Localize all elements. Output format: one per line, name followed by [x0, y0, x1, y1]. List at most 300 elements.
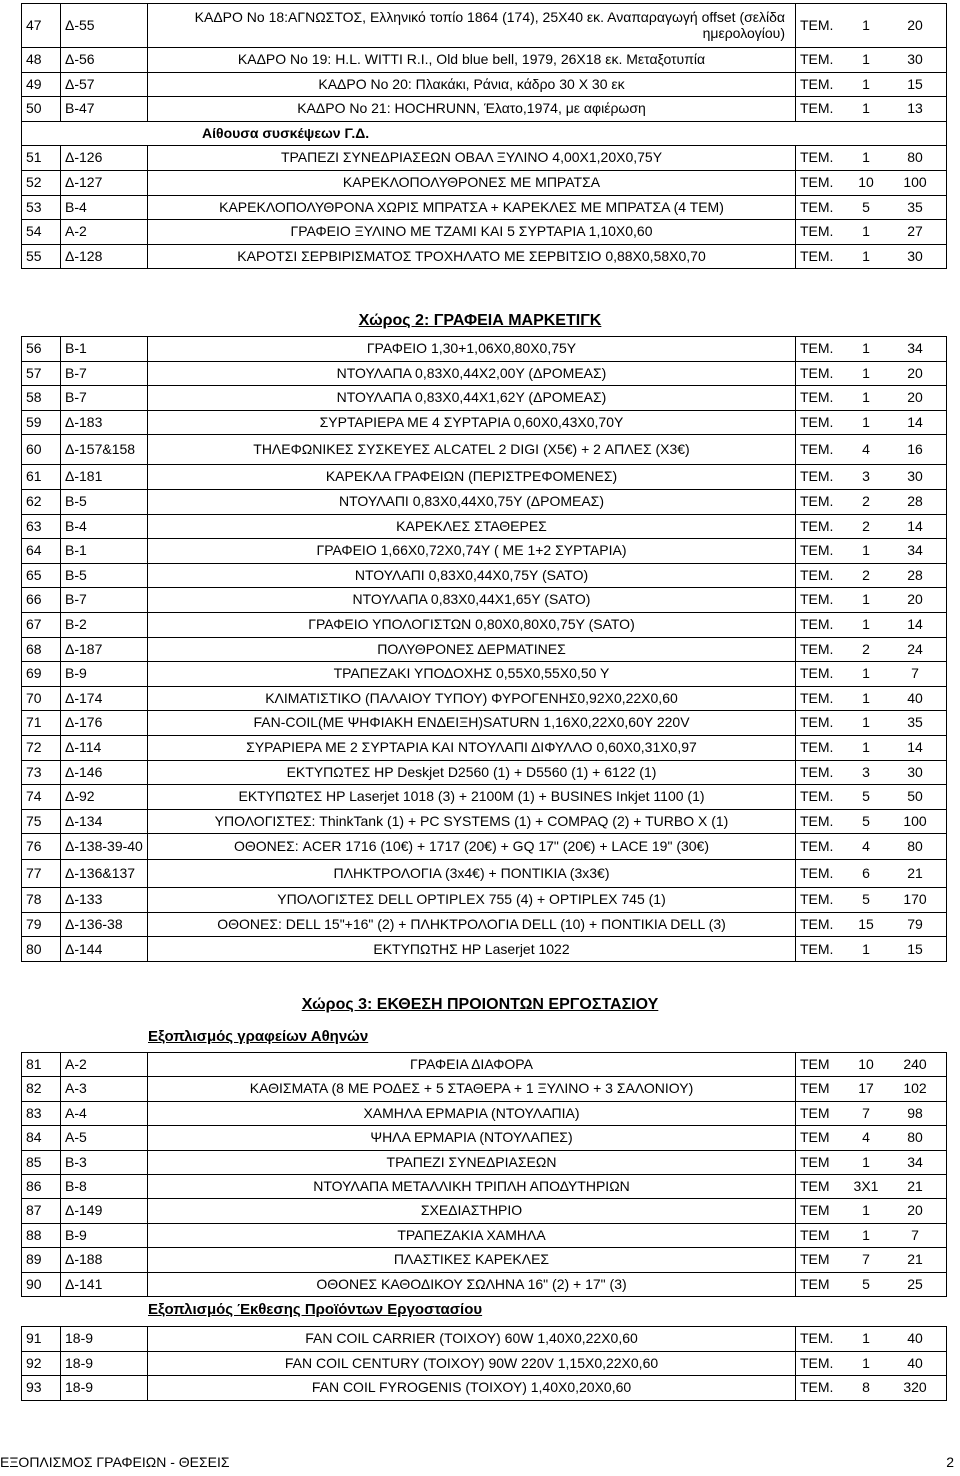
item-number: 80	[22, 937, 61, 962]
table-row	[22, 686, 947, 711]
table-row	[22, 662, 947, 687]
item-value: 14	[884, 410, 947, 435]
item-unit: ΤΕΜ.	[796, 220, 849, 245]
item-unit: ΤΕΜ.	[796, 4, 849, 48]
table-row	[22, 588, 947, 613]
item-quantity: 3	[848, 760, 884, 785]
item-value: 28	[884, 563, 947, 588]
table-row	[22, 735, 947, 760]
item-code: Β-8	[61, 1174, 148, 1198]
item-description: ΣΧΕΔΙΑΣΤΗΡΙΟ	[148, 1199, 796, 1223]
item-number: 77	[22, 860, 61, 888]
table-row	[22, 97, 947, 122]
section-3-title: Χώρος 3: ΕΚΘΕΣΗ ΠΡΟΙΟΝΤΩΝ ΕΡΓΟΣΤΑΣΙΟΥ	[301, 996, 659, 1013]
item-number: 87	[22, 1199, 61, 1223]
item-value: 30	[884, 465, 947, 490]
item-number: 81	[22, 1053, 61, 1077]
item-value: 79	[884, 912, 947, 937]
item-code: Β-5	[61, 489, 148, 514]
item-number: 58	[22, 386, 61, 411]
item-unit: ΤΕΜ.	[796, 937, 849, 962]
item-unit: ΤΕΜ.	[796, 809, 849, 834]
item-code: 18-9	[61, 1327, 148, 1352]
table-row	[22, 146, 947, 171]
item-quantity: 1	[848, 686, 884, 711]
table-row	[22, 121, 947, 146]
item-description: ΝΤΟΥΛΑΠΑ 0,83Χ0,44Χ2,00Υ (ΔΡΟΜΕΑΣ)	[148, 361, 796, 386]
item-description: ΚΑΡΟΤΣΙ ΣΕΡΒΙΡΙΣΜΑΤΟΣ ΤΡΟΧΗΛΑΤΟ ΜΕ ΣΕΡΒΙΤΣΙΟ 0,88Χ0,58Χ0,70	[148, 244, 796, 269]
item-code: Δ-134	[61, 809, 148, 834]
item-code: Β-1	[61, 539, 148, 564]
item-quantity: 1	[848, 97, 884, 122]
item-quantity: 7	[848, 1101, 884, 1125]
table-row	[22, 361, 947, 386]
item-code: Δ-126	[61, 146, 148, 171]
item-description: ΤΗΛΕΦΩΝΙΚΕΣ ΣΥΣΚΕΥΕΣ ALCATEL 2 DIGI (Χ5€) + 2 ΑΠΛΕΣ (Χ3€)	[148, 435, 796, 465]
item-value: 15	[884, 72, 947, 97]
table-row	[22, 1248, 947, 1272]
item-unit: ΤΕΜ	[796, 1077, 849, 1101]
table-row	[22, 386, 947, 411]
item-value: 20	[884, 386, 947, 411]
item-code: Α-4	[61, 1101, 148, 1125]
table-row	[22, 1053, 947, 1077]
item-quantity: 1	[848, 662, 884, 687]
item-unit: ΤΕΜ	[796, 1248, 849, 1272]
item-code: Δ-146	[61, 760, 148, 785]
item-code: Δ-157&158	[61, 435, 148, 465]
item-description: ΚΛΙΜΑΤΙΣΤΙΚΟ (ΠΑΛΑΙΟΥ ΤΥΠΟΥ) ΦΥΡΟΓΕΝΗΣ0,92Χ0,22Χ0,60	[148, 686, 796, 711]
item-value: 28	[884, 489, 947, 514]
footer-left: ΕΞΟΠΛΙΣΜΟΣ ΓΡΑΦΕΙΩΝ - ΘΕΣΕΙΣ	[0, 1454, 230, 1470]
table-row	[22, 612, 947, 637]
item-value: 320	[884, 1376, 947, 1401]
item-value: 80	[884, 834, 947, 860]
item-description: ΠΛΑΣΤΙΚΕΣ ΚΑΡΕΚΛΕΣ	[148, 1248, 796, 1272]
item-description: ΕΚΤΥΠΩΤΕΣ HP Laserjet 1018 (3) + 2100M (1) + BUSINES Inkjet 1100 (1)	[148, 785, 796, 810]
item-value: 21	[884, 1248, 947, 1272]
item-number: 61	[22, 465, 61, 490]
table-row	[22, 410, 947, 435]
item-quantity: 2	[848, 514, 884, 539]
item-code: Δ-133	[61, 888, 148, 913]
item-number: 85	[22, 1150, 61, 1174]
table-row	[22, 1376, 947, 1401]
item-unit: ΤΕΜ.	[796, 489, 849, 514]
item-number: 53	[22, 195, 61, 220]
item-number: 64	[22, 539, 61, 564]
item-code: Α-2	[61, 220, 148, 245]
item-code: Β-3	[61, 1150, 148, 1174]
item-quantity: 1	[848, 48, 884, 73]
item-unit: ΤΕΜ.	[796, 170, 849, 195]
item-quantity: 3	[848, 465, 884, 490]
item-number: 49	[22, 72, 61, 97]
item-code: Β-47	[61, 97, 148, 122]
item-number: 82	[22, 1077, 61, 1101]
item-unit: ΤΕΜ.	[796, 48, 849, 73]
item-value: 170	[884, 888, 947, 913]
table-row	[22, 489, 947, 514]
item-value: 80	[884, 146, 947, 171]
item-unit: ΤΕΜ.	[796, 72, 849, 97]
item-value: 98	[884, 1101, 947, 1125]
item-description: ΣΥΡΤΑΡΙΕΡΑ ΜΕ 4 ΣΥΡΤΑΡΙΑ 0,60Χ0,43Χ0,70Υ	[148, 410, 796, 435]
item-quantity: 1	[848, 361, 884, 386]
item-code: Α-5	[61, 1126, 148, 1150]
item-unit: ΤΕΜ.	[796, 386, 849, 411]
item-unit: ΤΕΜ.	[796, 563, 849, 588]
item-quantity: 1	[848, 1223, 884, 1247]
item-value: 35	[884, 195, 947, 220]
item-description: ΠΛΗΚΤΡΟΛΟΓΙΑ (3x4€) + ΠΟΝΤΙΚΙΑ (3x3€)	[148, 860, 796, 888]
item-quantity: 1	[848, 220, 884, 245]
item-number: 47	[22, 4, 61, 48]
item-quantity: 6	[848, 860, 884, 888]
item-value: 102	[884, 1077, 947, 1101]
item-description: ΚΑΔΡΟ Νο 18:ΑΓΝΩΣΤΟΣ, Ελληνικό τοπίο 1864 (174), 25Χ40 εκ. Αναπαραγωγή offset (σελίδα ημερολογίου)	[148, 4, 796, 48]
item-unit: ΤΕΜ.	[796, 612, 849, 637]
item-unit: ΤΕΜ	[796, 1053, 849, 1077]
item-description: ΤΡΑΠΕΖΙ ΣΥΝΕΔΡΙΑΣΕΩΝ ΟΒΑΛ ΞΥΛΙΝΟ 4,00Χ1,20Χ0,75Υ	[148, 146, 796, 171]
item-quantity: 4	[848, 1126, 884, 1150]
item-value: 30	[884, 760, 947, 785]
item-number: 54	[22, 220, 61, 245]
item-description: ΟΘΟΝΕΣ: DELL 15"+16" (2) + ΠΛΗΚΤΡΟΛΟΓΙΑ DELL (10) + ΠΟΝΤΙΚΙΑ DELL (3)	[148, 912, 796, 937]
item-quantity: 4	[848, 435, 884, 465]
table-row	[22, 860, 947, 888]
item-unit: ΤΕΜ.	[796, 337, 849, 362]
item-number: 65	[22, 563, 61, 588]
item-value: 40	[884, 1327, 947, 1352]
item-number: 55	[22, 244, 61, 269]
item-number: 75	[22, 809, 61, 834]
item-description: FAN COIL FYROGENIS (ΤΟΙΧΟΥ) 1,40Χ0,20Χ0,60	[148, 1376, 796, 1401]
item-description: ΨΗΛΑ ΕΡΜΑΡΙΑ (ΝΤΟΥΛΑΠΕΣ)	[148, 1126, 796, 1150]
item-value: 20	[884, 1199, 947, 1223]
item-code: Β-7	[61, 386, 148, 411]
item-code: Δ-174	[61, 686, 148, 711]
item-code: Δ-92	[61, 785, 148, 810]
item-number: 67	[22, 612, 61, 637]
item-quantity: 1	[848, 1351, 884, 1376]
item-quantity: 1	[848, 1199, 884, 1223]
item-description: ΓΡΑΦΕΙΟ 1,66Χ0,72Χ0,74Υ ( ΜΕ 1+2 ΣΥΡΤΑΡΙΑ)	[148, 539, 796, 564]
item-number: 73	[22, 760, 61, 785]
item-number: 79	[22, 912, 61, 937]
item-unit: ΤΕΜ.	[796, 195, 849, 220]
table-row	[22, 1327, 947, 1352]
item-number: 72	[22, 735, 61, 760]
inventory-table-3	[21, 1052, 947, 1297]
item-description: ΚΑΘΙΣΜΑΤΑ (8 ΜΕ ΡΟΔΕΣ + 5 ΣΤΑΘΕΡΑ + 1 ΞΥΛΙΝΟ + 3 ΣΑΛΟΝΙΟΥ)	[148, 1077, 796, 1101]
table-row	[22, 1150, 947, 1174]
item-description: ΚΑΔΡΟ Νο 19: H.L. WITTI R.I., Old blue bell, 1979, 26Χ18 εκ. Μεταξοτυπία	[148, 48, 796, 73]
table-row	[22, 220, 947, 245]
table-row	[22, 195, 947, 220]
item-code: Δ-127	[61, 170, 148, 195]
item-unit: ΤΕΜ	[796, 1150, 849, 1174]
table-row	[22, 337, 947, 362]
table-row	[22, 435, 947, 465]
item-quantity: 5	[848, 809, 884, 834]
table-row	[22, 937, 947, 962]
item-unit: ΤΕΜ.	[796, 785, 849, 810]
item-number: 78	[22, 888, 61, 913]
item-number: 57	[22, 361, 61, 386]
table-row	[22, 1223, 947, 1247]
item-value: 35	[884, 711, 947, 736]
item-code: Β-9	[61, 1223, 148, 1247]
item-code: Δ-181	[61, 465, 148, 490]
item-code: Δ-141	[61, 1272, 148, 1296]
table-row	[22, 72, 947, 97]
item-quantity: 1	[848, 146, 884, 171]
item-code: 18-9	[61, 1376, 148, 1401]
item-quantity: 1	[848, 588, 884, 613]
table-row	[22, 170, 947, 195]
item-value: 16	[884, 435, 947, 465]
item-value: 25	[884, 1272, 947, 1296]
item-value: 240	[884, 1053, 947, 1077]
item-code: Δ-144	[61, 937, 148, 962]
table-row	[22, 834, 947, 860]
item-quantity: 17	[848, 1077, 884, 1101]
item-value: 27	[884, 220, 947, 245]
item-unit: ΤΕΜ.	[796, 834, 849, 860]
item-code: Α-3	[61, 1077, 148, 1101]
item-unit: ΤΕΜ.	[796, 146, 849, 171]
group-note: Αίθουσα συσκέψεων Γ.Δ.	[22, 121, 947, 146]
item-number: 59	[22, 410, 61, 435]
item-code: Δ-114	[61, 735, 148, 760]
item-value: 34	[884, 1150, 947, 1174]
table-row	[22, 711, 947, 736]
table-row	[22, 1126, 947, 1150]
item-code: Δ-187	[61, 637, 148, 662]
item-description: ΚΑΡΕΚΛΕΣ ΣΤΑΘΕΡΕΣ	[148, 514, 796, 539]
item-quantity: 1	[848, 244, 884, 269]
item-unit: ΤΕΜ.	[796, 361, 849, 386]
item-number: 76	[22, 834, 61, 860]
item-unit: ΤΕΜ.	[796, 735, 849, 760]
item-quantity: 1	[848, 72, 884, 97]
item-code: 18-9	[61, 1351, 148, 1376]
item-description: ΟΘΟΝΕΣ ΚΑΘΟΔΙΚΟΥ ΣΩΛΗΝΑ 16" (2) + 17" (3)	[148, 1272, 796, 1296]
item-value: 80	[884, 1126, 947, 1150]
item-value: 13	[884, 97, 947, 122]
item-quantity: 1	[848, 612, 884, 637]
item-code: Δ-149	[61, 1199, 148, 1223]
item-quantity: 1	[848, 386, 884, 411]
item-value: 100	[884, 809, 947, 834]
table-row	[22, 563, 947, 588]
item-code: Β-1	[61, 337, 148, 362]
item-number: 83	[22, 1101, 61, 1125]
item-description: ΚΑΔΡΟ Νο 21: HOCHRUNN, Έλατο,1974, με αφιέρωση	[148, 97, 796, 122]
item-quantity: 8	[848, 1376, 884, 1401]
item-number: 84	[22, 1126, 61, 1150]
item-quantity: 7	[848, 1248, 884, 1272]
item-description: FAN COIL CARRIER (ΤΟΙΧΟΥ) 60W 1,40Χ0,22Χ0,60	[148, 1327, 796, 1352]
item-description: ΤΡΑΠΕΖΙ ΣΥΝΕΔΡΙΑΣΕΩΝ	[148, 1150, 796, 1174]
item-quantity: 2	[848, 563, 884, 588]
item-quantity: 1	[848, 711, 884, 736]
item-quantity: 1	[848, 337, 884, 362]
item-description: ΝΤΟΥΛΑΠΑ 0,83Χ0,44Χ1,65Υ (SATO)	[148, 588, 796, 613]
item-description: ΓΡΑΦΕΙΑ ΔΙΑΦΟΡΑ	[148, 1053, 796, 1077]
item-number: 66	[22, 588, 61, 613]
item-number: 52	[22, 170, 61, 195]
item-unit: ΤΕΜ	[796, 1174, 849, 1198]
item-quantity: 15	[848, 912, 884, 937]
item-number: 68	[22, 637, 61, 662]
item-quantity: 2	[848, 637, 884, 662]
item-quantity: 5	[848, 888, 884, 913]
item-number: 93	[22, 1376, 61, 1401]
item-value: 40	[884, 686, 947, 711]
item-description: ΝΤΟΥΛΑΠΑ 0,83Χ0,44Χ1,62Υ (ΔΡΟΜΕΑΣ)	[148, 386, 796, 411]
item-value: 20	[884, 361, 947, 386]
item-code: Α-2	[61, 1053, 148, 1077]
item-code: Β-9	[61, 662, 148, 687]
item-quantity: 1	[848, 937, 884, 962]
table-row	[22, 809, 947, 834]
item-value: 21	[884, 860, 947, 888]
item-number: 56	[22, 337, 61, 362]
item-description: ΟΘΟΝΕΣ: ACER 1716 (10€) + 1717 (20€) + GQ 17" (20€) + LACE 19" (30€)	[148, 834, 796, 860]
item-value: 20	[884, 588, 947, 613]
item-description: ΣΥΡΑΡΙΕΡΑ ΜΕ 2 ΣΥΡΤΑΡΙΑ ΚΑΙ ΝΤΟΥΛΑΠΙ ΔΙΦΥΛΛΟ 0,60Χ0,31Χ0,97	[148, 735, 796, 760]
item-unit: ΤΕΜ.	[796, 686, 849, 711]
subsection-athens-title: Εξοπλισμός γραφείων Αθηνών	[148, 1028, 369, 1045]
item-quantity: 4	[848, 834, 884, 860]
table-row	[22, 48, 947, 73]
item-number: 60	[22, 435, 61, 465]
item-value: 34	[884, 337, 947, 362]
item-code: Β-7	[61, 588, 148, 613]
item-number: 70	[22, 686, 61, 711]
table-row	[22, 1351, 947, 1376]
table-row	[22, 785, 947, 810]
item-value: 100	[884, 170, 947, 195]
table-row	[22, 1272, 947, 1296]
item-unit: ΤΕΜ.	[796, 711, 849, 736]
item-number: 71	[22, 711, 61, 736]
item-unit: ΤΕΜ.	[796, 637, 849, 662]
inventory-table-1	[21, 3, 947, 269]
item-quantity: 5	[848, 1272, 884, 1296]
item-number: 92	[22, 1351, 61, 1376]
item-number: 89	[22, 1248, 61, 1272]
item-value: 14	[884, 735, 947, 760]
item-description: ΓΡΑΦΕΙΟ 1,30+1,06Χ0,80Χ0,75Υ	[148, 337, 796, 362]
item-quantity: 1	[848, 539, 884, 564]
item-unit: ΤΕΜ.	[796, 410, 849, 435]
item-number: 91	[22, 1327, 61, 1352]
item-description: ΤΡΑΠΕΖΑΚΙ ΥΠΟΔΟΧΗΣ 0,55Χ0,55Χ0,50 Υ	[148, 662, 796, 687]
item-description: ΥΠΟΛΟΓΙΣΤΕΣ DELL OPTIPLEX 755 (4) + OPTIPLEX 745 (1)	[148, 888, 796, 913]
item-code: Β-7	[61, 361, 148, 386]
item-number: 90	[22, 1272, 61, 1296]
item-quantity: 10	[848, 170, 884, 195]
item-value: 7	[884, 1223, 947, 1247]
item-unit: ΤΕΜ	[796, 1101, 849, 1125]
item-code: Δ-138-39-40	[61, 834, 148, 860]
item-quantity: 1	[848, 410, 884, 435]
item-code: Δ-136-38	[61, 912, 148, 937]
section-2-title: Χώρος 2: ΓΡΑΦΕΙΑ ΜΑΡΚΕΤΙΓΚ	[358, 312, 602, 329]
item-value: 50	[884, 785, 947, 810]
table-row	[22, 465, 947, 490]
item-code: Δ-188	[61, 1248, 148, 1272]
item-unit: ΤΕΜ.	[796, 662, 849, 687]
item-description: ΚΑΡΕΚΛΑ ΓΡΑΦΕΙΩΝ (ΠΕΡΙΣΤΡΕΦΟΜΕΝΕΣ)	[148, 465, 796, 490]
item-unit: ΤΕΜ.	[796, 1327, 849, 1352]
item-unit: ΤΕΜ	[796, 1126, 849, 1150]
item-description: ΠΟΛΥΘΡΟΝΕΣ ΔΕΡΜΑΤΙΝΕΣ	[148, 637, 796, 662]
item-quantity: 3Χ1	[848, 1174, 884, 1198]
item-value: 30	[884, 48, 947, 73]
item-unit: ΤΕΜ.	[796, 1351, 849, 1376]
table-row	[22, 244, 947, 269]
item-number: 62	[22, 489, 61, 514]
item-quantity: 1	[848, 735, 884, 760]
item-number: 63	[22, 514, 61, 539]
table-row	[22, 1174, 947, 1198]
item-code: Δ-136&137	[61, 860, 148, 888]
item-value: 14	[884, 612, 947, 637]
item-description: ΚΑΔΡΟ Νο 20: Πλακάκι, Ράνια, κάδρο 30 Χ 30 εκ	[148, 72, 796, 97]
item-code: Β-2	[61, 612, 148, 637]
inventory-table-4	[21, 1326, 947, 1401]
item-code: Δ-56	[61, 48, 148, 73]
item-unit: ΤΕΜ	[796, 1272, 849, 1296]
item-code: Β-5	[61, 563, 148, 588]
item-number: 88	[22, 1223, 61, 1247]
footer-page-number: 2	[946, 1454, 954, 1470]
item-value: 7	[884, 662, 947, 687]
item-code: Δ-55	[61, 4, 148, 48]
item-description: ΧΑΜΗΛΑ ΕΡΜΑΡΙΑ (ΝΤΟΥΛΑΠΙΑ)	[148, 1101, 796, 1125]
item-unit: ΤΕΜ	[796, 1199, 849, 1223]
item-value: 34	[884, 539, 947, 564]
inventory-table-2	[21, 336, 947, 962]
item-description: ΓΡΑΦΕΙΟ ΥΠΟΛΟΓΙΣΤΩΝ 0,80Χ0,80Χ0,75Υ (SATO)	[148, 612, 796, 637]
item-number: 50	[22, 97, 61, 122]
item-unit: ΤΕΜ.	[796, 435, 849, 465]
item-unit: ΤΕΜ.	[796, 912, 849, 937]
item-number: 69	[22, 662, 61, 687]
item-quantity: 10	[848, 1053, 884, 1077]
item-code: Δ-176	[61, 711, 148, 736]
item-unit: ΤΕΜ.	[796, 760, 849, 785]
item-value: 24	[884, 637, 947, 662]
item-quantity: 2	[848, 489, 884, 514]
item-code: Δ-183	[61, 410, 148, 435]
item-quantity: 1	[848, 4, 884, 48]
item-description: ΕΚΤΥΠΩΤΕΣ HP Deskjet D2560 (1) + D5560 (1) + 6122 (1)	[148, 760, 796, 785]
item-value: 15	[884, 937, 947, 962]
item-unit: ΤΕΜ.	[796, 888, 849, 913]
item-unit: ΤΕΜ.	[796, 97, 849, 122]
item-code: Δ-128	[61, 244, 148, 269]
table-row	[22, 4, 947, 48]
item-description: ΝΤΟΥΛΑΠΑ ΜΕΤΑΛΛΙΚΗ ΤΡΙΠΛΗ ΑΠΟΔΥΤΗΡΙΩΝ	[148, 1174, 796, 1198]
item-description: ΝΤΟΥΛΑΠΙ 0,83Χ0,44Χ0,75Υ (SATO)	[148, 563, 796, 588]
item-value: 40	[884, 1351, 947, 1376]
table-row	[22, 1101, 947, 1125]
